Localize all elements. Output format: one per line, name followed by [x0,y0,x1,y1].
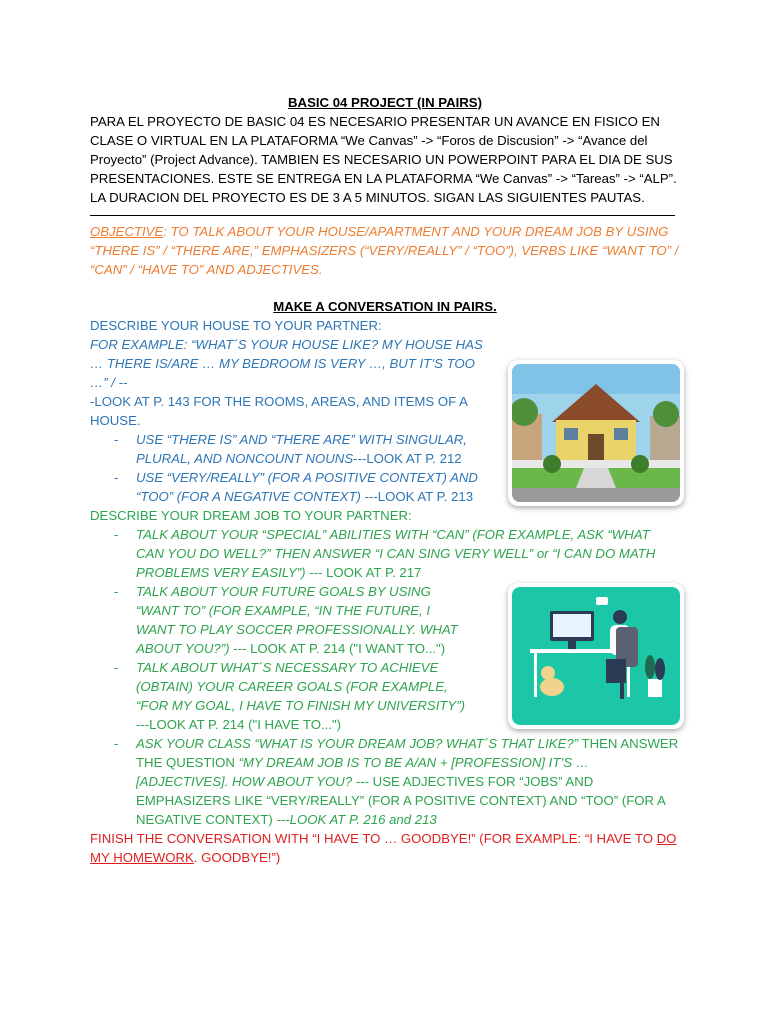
section-title: MAKE A CONVERSATION IN PAIRS. [273,299,497,314]
house-image [512,364,680,502]
job-heading: DESCRIBE YOUR DREAM JOB TO YOUR PARTNER: [90,508,412,523]
house-look: -LOOK AT P. 143 FOR THE ROOMS, AREAS, AND ITEMS OF A HOUSE. [90,394,468,428]
list-item: - USE “VERY/REALLY” (FOR A POSITIVE CONTEXT) AND “TOO” (FOR A NEGATIVE CONTEXT) ---LOOK AT P. 213 [136,468,490,506]
finish-paragraph: FINISH THE CONVERSATION WITH “I HAVE TO … GOODBYE!” (FOR EXAMPLE: “I HAVE TO DO MY HOMEWORK. GOODBYE!”) [90,831,677,865]
homework-underlined: DO MY HOMEWORK [90,831,677,865]
house-example: FOR EXAMPLE: “WHAT´S YOUR HOUSE LIKE? MY HOUSE HAS … THERE IS/ARE … MY BEDROOM IS VERY …, BUT IT’S TOO …” / -- [90,337,483,390]
objective-label: OBJECTIVE [90,224,164,239]
intro-paragraph: PARA EL PROYECTO DE BASIC 04 ES NECESARIO PRESENTAR UN AVANCE EN FISICO EN CLASE O VIRTUAL EN LA PLATAFORMA “We Canvas” -> “Foros de Discusion” -> “Avance del Proyecto” (Project Advance). TAMBIEN ES NECESARIO UN POWERPOINT PARA EL DIA DE SUS PRESENTACIONES. ESTE SE ENTREGA EN LA PLATAFORMA “We Canvas” -> “Tareas” -> “ALP”. LA DURACION DEL PROYECTO ES DE 3 A 5 MINUTOS. SIGAN LAS SIGUIENTES PAUTAS. [90,114,677,205]
objective-paragraph [90,222,680,279]
list-item: - TALK ABOUT WHAT´S NECESSARY TO ACHIEVE (OBTAIN) YOUR CAREER GOALS (FOR EXAMPLE, “FOR MY GOAL, I HAVE TO FINISH MY UNIVERSITY”) ---LOOK AT P. 214 ("I HAVE TO...") [136,658,466,734]
house-list [90,430,490,506]
list-item: - TALK ABOUT YOUR FUTURE GOALS BY USING “WANT TO” (FOR EXAMPLE, “IN THE FUTURE, I WANT TO PLAY SOCCER PROFESSIONALLY. WHAT ABOUT YOU?”) --- LOOK AT P. 214 ("I WANT TO...") [136,582,466,658]
page-title: BASIC 04 PROJECT (IN PAIRS) [288,95,482,110]
house-heading: DESCRIBE YOUR HOUSE TO YOUR PARTNER: [90,318,382,333]
house-section [90,316,490,506]
list-item: - TALK ABOUT YOUR “SPECIAL” ABILITIES WITH “CAN” (FOR EXAMPLE, ASK “WHAT CAN YOU DO WELL?” THEN ANSWER “I CAN SING VERY WELL” or “I CAN DO MATH PROBLEMS VERY EASILY”) --- LOOK AT P. 217 [136,525,680,582]
desk-illustration [508,583,684,729]
list-item: - USE “THERE IS” AND “THERE ARE” WITH SINGULAR, PLURAL, AND NONCOUNT NOUNS---LOOK AT P. 212 [136,430,490,468]
divider [90,209,675,216]
desk-image [512,587,680,725]
objective-text: : TO TALK ABOUT YOUR HOUSE/APARTMENT AND YOUR DREAM JOB BY USING “THERE IS” / “THERE ARE,” EMPHASIZERS (“VERY/REALLY” / “TOO”), VERBS LIKE “WANT TO” / “CAN” / “HAVE TO” AND ADJECTIVES. [90,224,679,277]
list-item: - ASK YOUR CLASS “WHAT IS YOUR DREAM JOB? WHAT´S THAT LIKE?” THEN ANSWER THE QUESTION “MY DREAM JOB IS TO BE A/AN + [PROFESSION] IT’S … [ADJECTIVES]. HOW ABOUT YOU? --- USE ADJECTIVES FOR “JOBS” AND EMPHASIZERS LIKE “VERY/REALLY” (FOR A POSITIVE CONTEXT) AND “TOO” (FOR A NEGATIVE CONTEXT) ---LOOK AT P. 216 and 213 [136,734,680,829]
house-illustration [508,360,684,506]
